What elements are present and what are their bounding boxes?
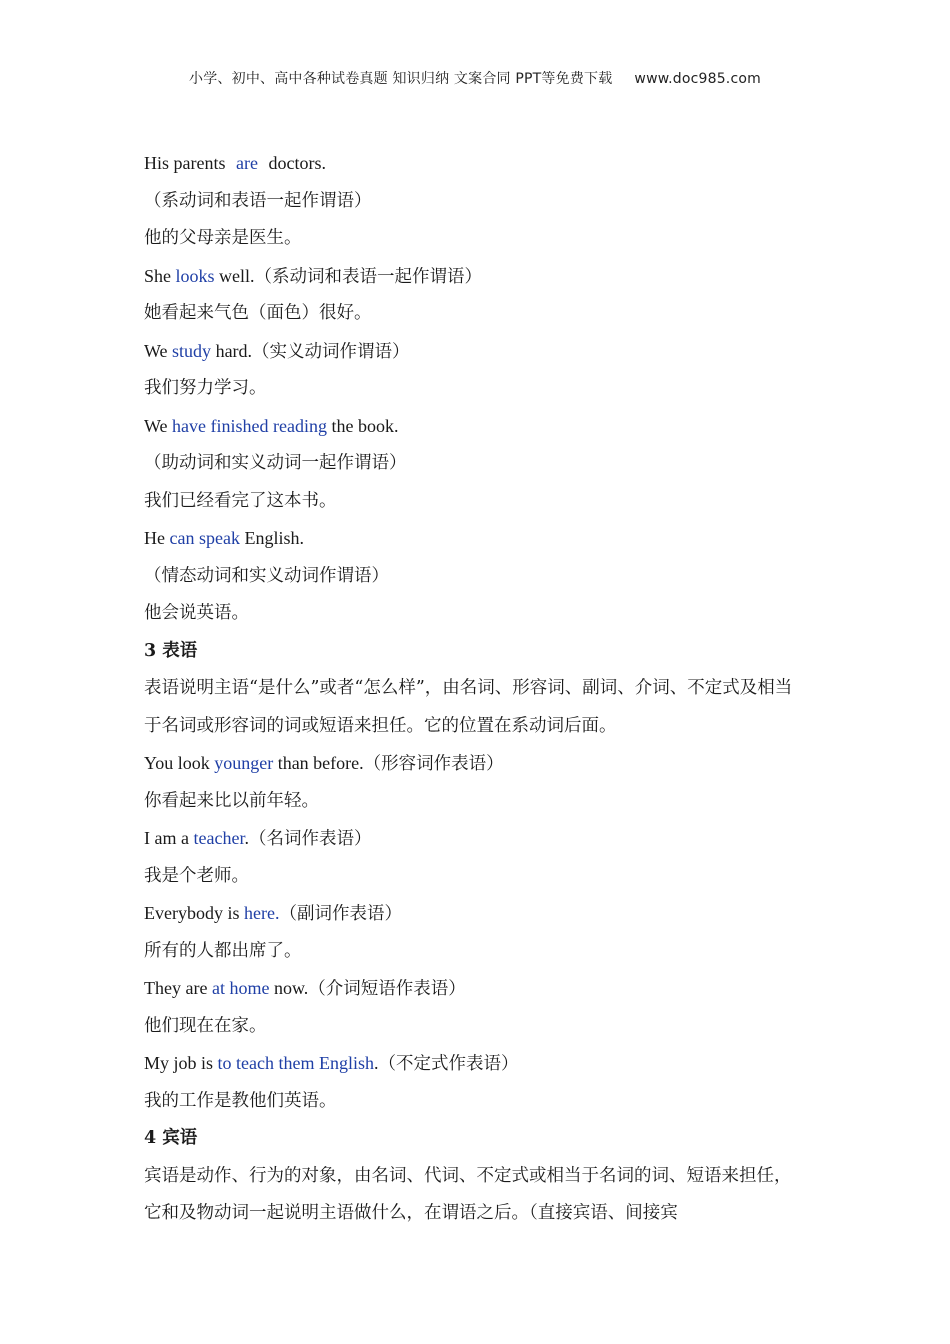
sentence-text: I am a [144, 828, 194, 848]
sentence-text: well. [214, 265, 255, 286]
highlighted-phrase: at home [211, 978, 270, 998]
highlighted-phrase: to teach them English [217, 1053, 374, 1073]
sentence-text: now. [269, 978, 309, 998]
section-heading: 4 宾语 [144, 1128, 198, 1148]
translation: 他会说英语。 [144, 603, 249, 623]
example-sentence [144, 745, 804, 783]
highlighted-phrase: here. [243, 903, 280, 923]
annotation: （介词短语作表语） [308, 979, 466, 999]
translation: 她看起来气色（面色）很好。 [144, 303, 372, 323]
example-sentence [144, 258, 804, 296]
example-sentence [144, 820, 804, 858]
highlighted-phrase: study [172, 340, 212, 361]
sentence-text: doctors. [263, 153, 326, 173]
sentence-text: the book. [327, 415, 399, 436]
example-sentence [144, 333, 804, 371]
section-paragraph: 宾语是动作、行为的对象，由名词、代词、不定式或相当于名词的词、短语来担任，它和及物动词一起说明主语做什么，在谓语之后。（直接宾语、间接宾 [144, 1165, 792, 1223]
sentence-text: They are [144, 978, 212, 998]
section-heading: 3 表语 [144, 640, 198, 661]
translation: 他们现在在家。 [144, 1015, 267, 1036]
highlighted-phrase: looks [175, 265, 215, 286]
sentence-text: We [144, 415, 173, 436]
annotation: （情态动词和实义动词作谓语） [144, 565, 389, 586]
translation: 我们已经看完了这本书。 [144, 490, 337, 511]
annotation: （实义动词作谓语） [252, 341, 410, 362]
sentence-text: than before. [273, 753, 364, 773]
sentence-text: hard. [211, 340, 253, 361]
document-body [144, 145, 804, 1233]
page-header [0, 68, 950, 88]
example-sentence [144, 520, 804, 558]
annotation: （系动词和表语一起作谓语） [254, 266, 483, 287]
sentence-text: English. [239, 528, 304, 548]
annotation: （系动词和表语一起作谓语） [144, 190, 372, 211]
highlighted-phrase: can speak [169, 528, 240, 548]
example-sentence [144, 145, 804, 183]
translation: 你看起来比以前年轻。 [144, 790, 319, 811]
sentence-text: . [244, 828, 249, 848]
annotation: （形容词作表语） [363, 754, 504, 774]
highlighted-phrase: have finished reading [172, 415, 327, 436]
sentence-text: My job is [144, 1053, 218, 1073]
sentence-text: . [373, 1053, 379, 1073]
header-url: www.doc985.com [634, 71, 761, 87]
annotation: （副词作表语） [279, 904, 402, 924]
highlighted-phrase: are [235, 153, 258, 173]
sentence-text: You look [144, 753, 215, 773]
translation: 我是个老师。 [144, 865, 249, 886]
sentence-text: We [144, 340, 173, 361]
example-sentence [144, 408, 804, 446]
translation: 他的父母亲是医生。 [144, 228, 302, 248]
annotation: （助动词和实义动词一起作谓语） [144, 453, 407, 473]
highlighted-phrase: younger [214, 753, 274, 773]
translation: 所有的人都出席了。 [144, 940, 302, 961]
annotation: （名词作表语） [248, 829, 372, 849]
translation: 我们努力学习。 [144, 378, 267, 398]
example-sentence [144, 970, 804, 1008]
sentence-text: His parents [144, 153, 230, 173]
sentence-text: Everybody is [144, 903, 244, 923]
highlighted-phrase: teacher [193, 828, 245, 848]
header-left-text: 小学、初中、高中各种试卷真题 知识归纳 文案合同 PPT等免费下载 [189, 71, 613, 87]
section-paragraph: 表语说明主语“是什么”或者“怎么样”，由名词、形容词、副词、介词、不定式及相当于名词或形容词的词或短语来担任。它的位置在系动词后面。 [144, 678, 793, 736]
sentence-text: She [144, 265, 176, 286]
example-sentence [144, 1045, 804, 1083]
annotation: （不定式作表语） [378, 1054, 519, 1074]
example-sentence [144, 895, 804, 933]
translation: 我的工作是教他们英语。 [144, 1090, 337, 1111]
sentence-text: He [144, 528, 170, 548]
